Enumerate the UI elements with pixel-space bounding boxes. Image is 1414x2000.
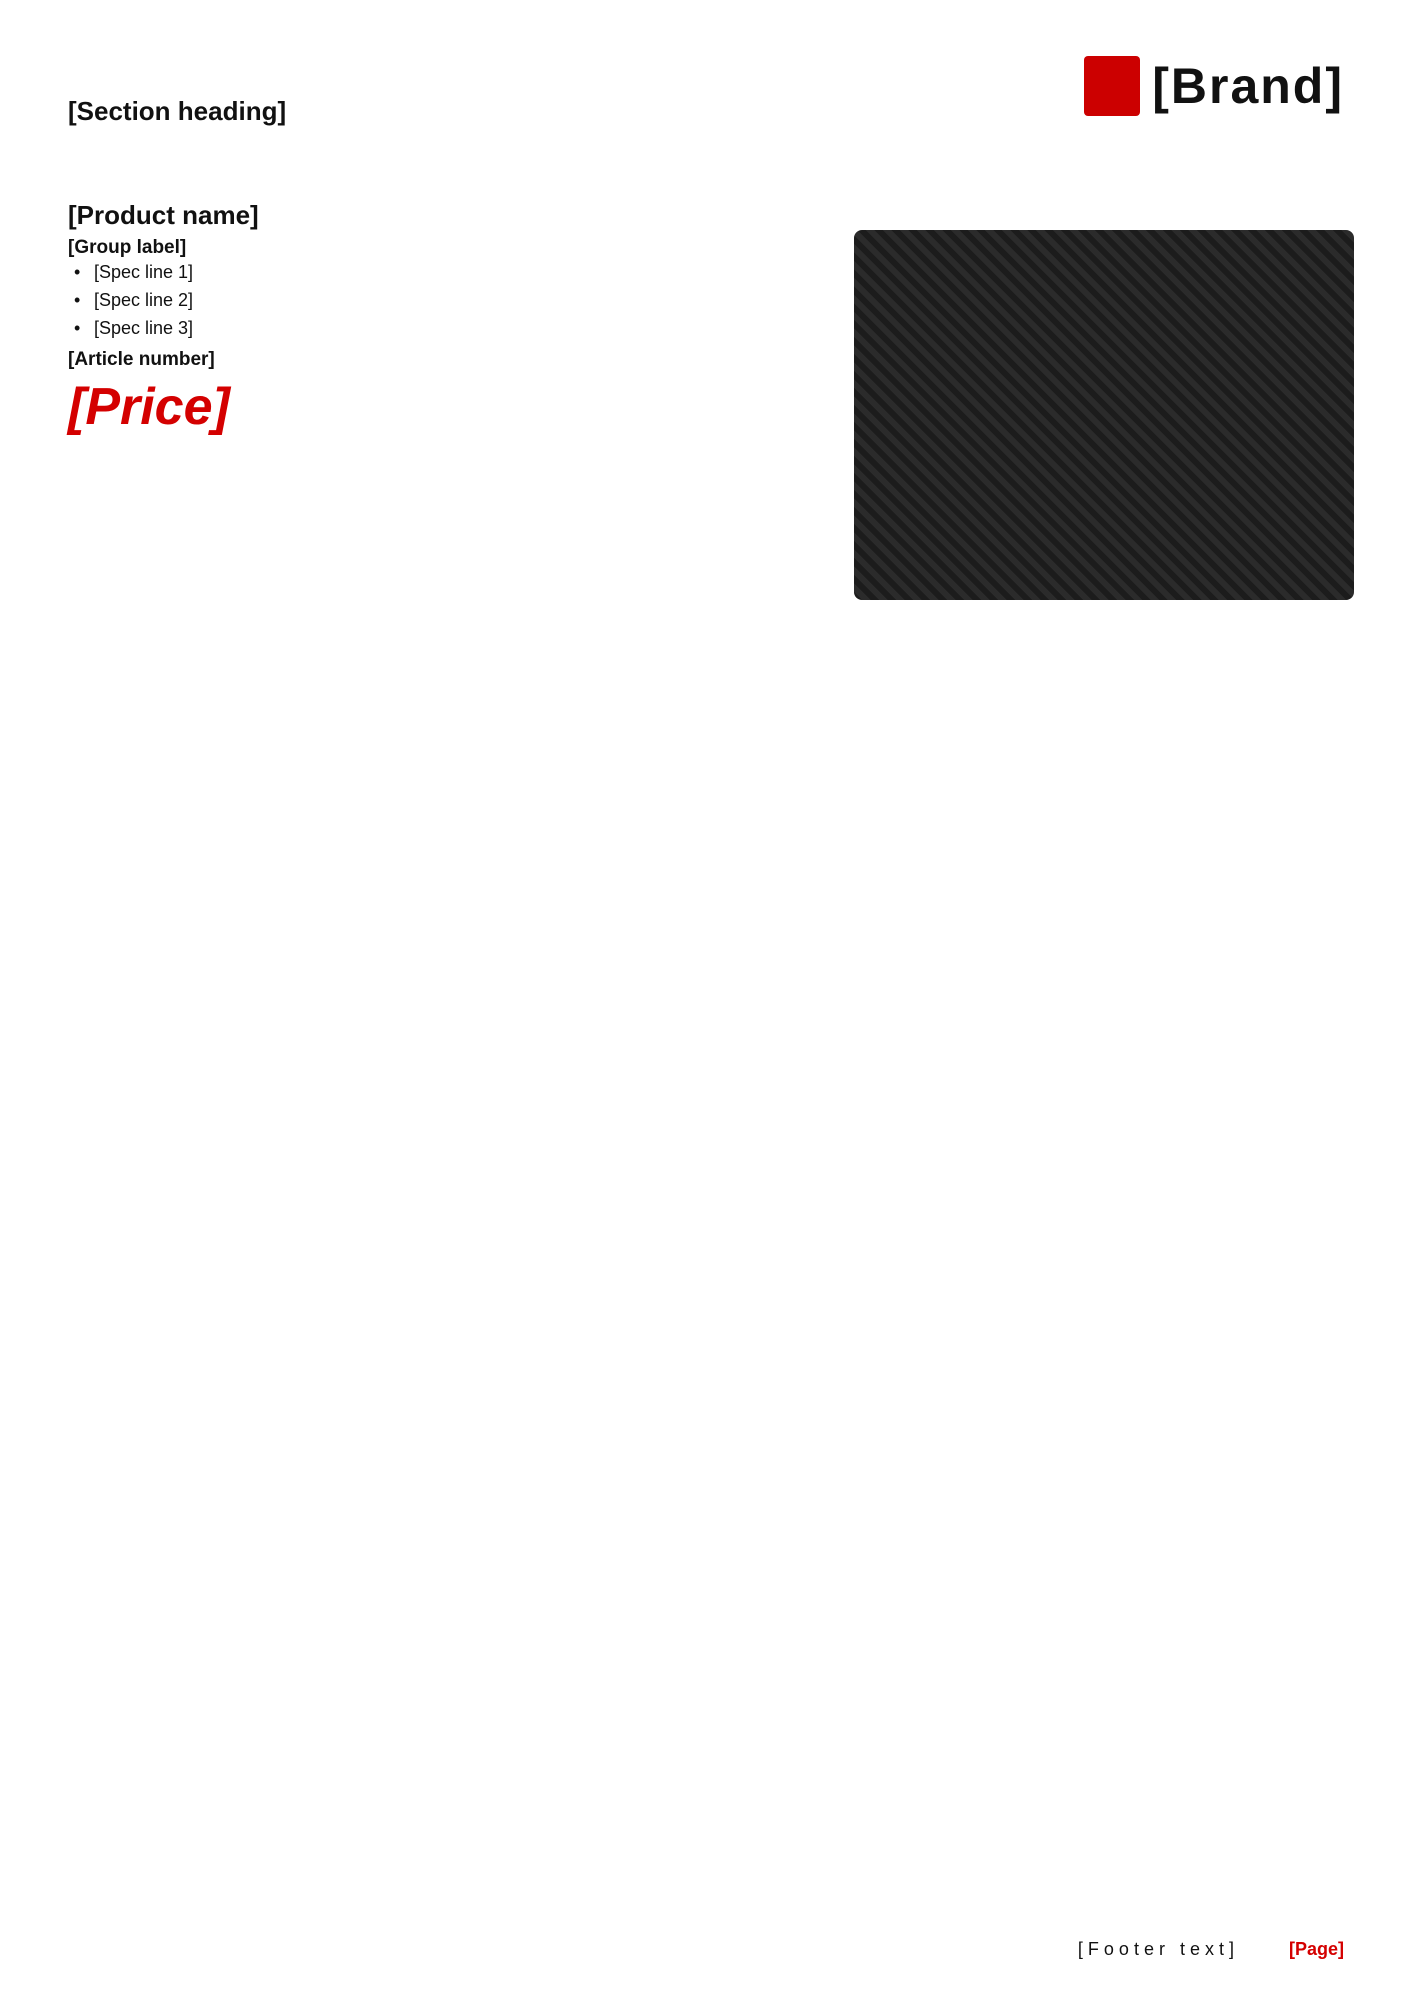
logo-text: [Brand] (1152, 58, 1344, 114)
spec-item: • [Spec line 2] (68, 287, 828, 315)
product-title: [Product name] (68, 200, 259, 230)
spec-item: • [Spec line 1] (68, 259, 828, 287)
price: [Price] (68, 377, 230, 436)
product-block (68, 200, 828, 437)
section-title: [Section heading] (68, 96, 287, 126)
spec-list (68, 259, 828, 343)
logo-mark-icon (1084, 56, 1140, 116)
footer (0, 1939, 1344, 1960)
brand-logo (1084, 56, 1344, 116)
spec-item: • [Spec line 3] (68, 315, 828, 343)
page-number: [Page] (1288, 1939, 1344, 1959)
product-image (854, 230, 1354, 600)
article-number: [Article number] (68, 348, 215, 370)
group-label: [Group label] (68, 237, 187, 258)
footer-text: [Footer text] (1077, 1939, 1239, 1959)
